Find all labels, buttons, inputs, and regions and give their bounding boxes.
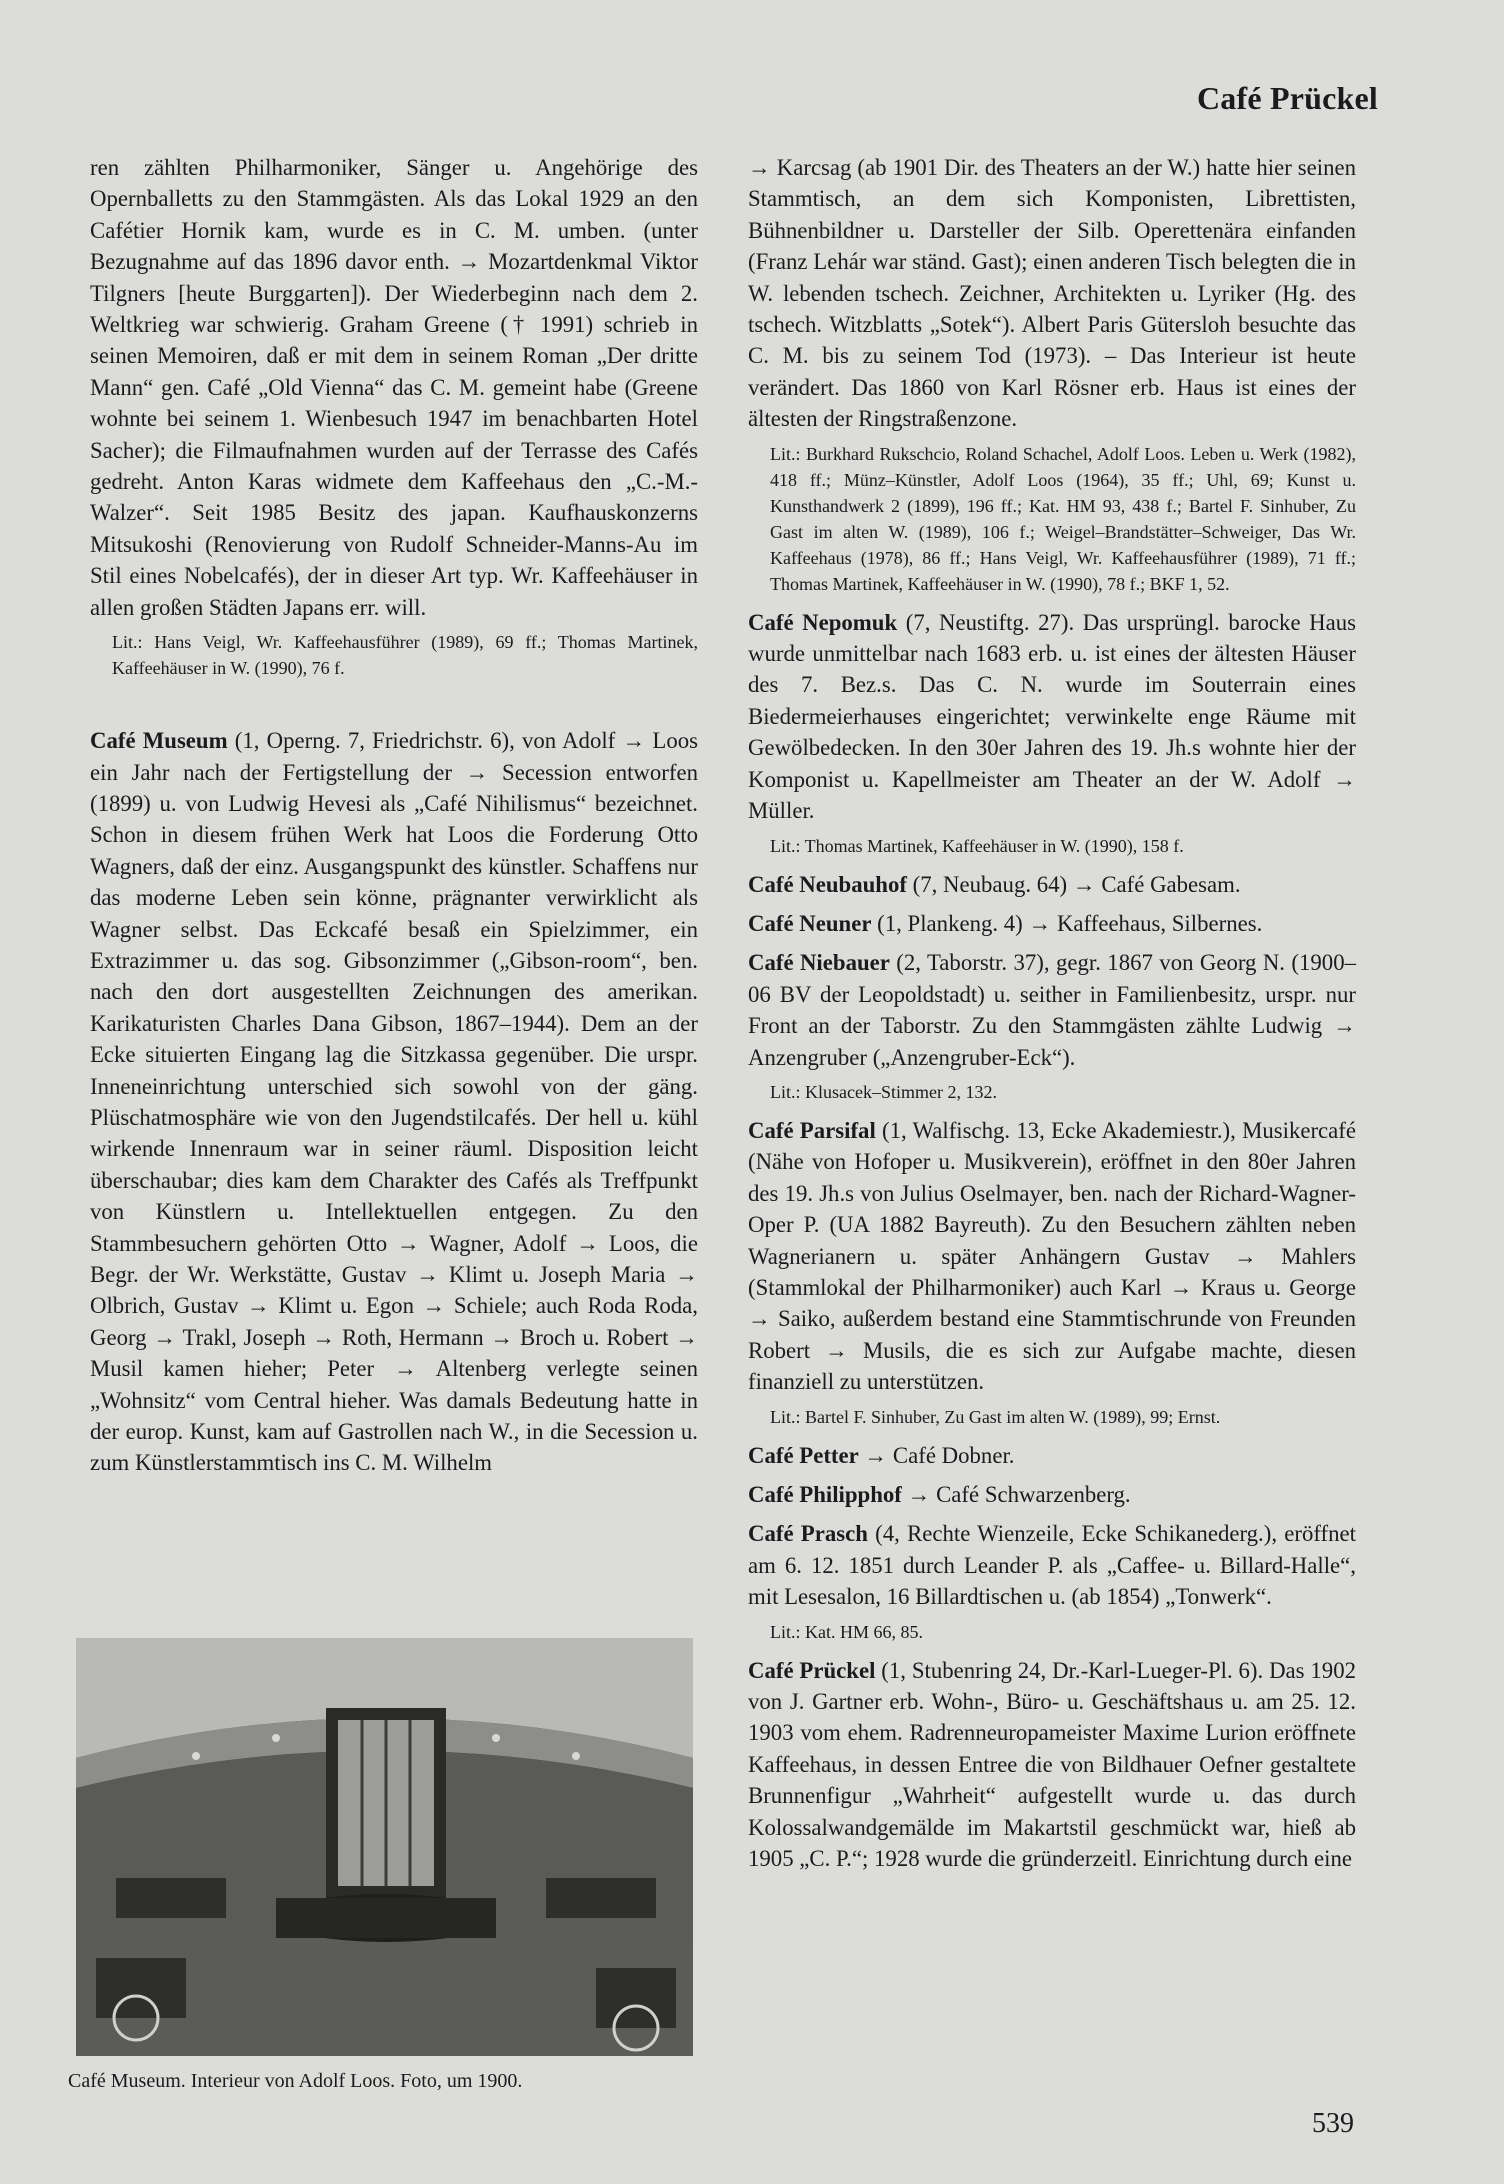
intro-paragraph: ren zählten Philharmoniker, Sänger u. Angehörige des Opernballetts zu den Stammgästen. Als das Lokal 1929 an den Cafétier Hornik kam, wurde es in C. M. umben. (unter Bezugnahme auf das 1896 davor enth. → Mozartdenkmal Viktor Tilgners [heute Burggarten]). Der Wiederbeginn nach dem 2. Weltkrieg war schwierig. Graham Greene († 1991) schrieb in seinen Memoiren, daß er mit dem in seinem Roman „Der dritte Mann“ gen. Café „Old Vienna“ das C. M. gemeint habe (Greene wohnte bei seinem 1. Wienbesuch 1947 im benachbarten Hotel Sacher); die Filmaufnahmen wurden auf der Terrasse des Cafés gedreht. Anton Karas widmete dem Kaffeehaus den „C.-M.-Walzer“. Seit 1985 Besitz des japan. Kaufhauskonzerns Mitsukoshi (Renovierung von Rudolf Schneider-Manns-Au im Stil eines Nobelcafés), der in dieser Art typ. Wr. Kaffeehäuser in allen großen Städten Japans err. will.: [90, 155, 698, 620]
entry-cafe-philipphof: [748, 1479, 1356, 1510]
literature-reference: Lit.: Bartel F. Sinhuber, Zu Gast im alten W. (1989), 99; Ernst.: [770, 1406, 1221, 1427]
literature-reference: Lit.: Klusacek–Stimmer 2, 132.: [770, 1081, 997, 1102]
entry-cafe-niebauer: [748, 947, 1356, 1073]
entry-heading: Café Niebauer: [748, 950, 890, 976]
interior-photo-illustration: [76, 1638, 693, 2056]
entry-text: → Café Dobner.: [858, 1442, 1015, 1468]
entry-text: (1, Plankeng. 4) → Kaffeehaus, Silbernes.: [871, 910, 1263, 936]
entry-cafe-neubauhof: [748, 869, 1356, 900]
running-header: Café Prückel: [1196, 80, 1378, 116]
entry-heading: Café Philipphof: [748, 1482, 902, 1507]
page-number: 539: [1312, 2108, 1354, 2139]
entry-heading: Café Neuner: [748, 910, 872, 936]
entry-text: (7, Neustiftg. 27). Das ursprüngl. barocke Haus wurde unmittelbar nach 1683 erb. u. ist eines der ältesten Häuser des 7. Bez.s. Das C. N. wurde im Souterrain eines Biedermeierhauses eingerichtet; verwinkelte enge Räume mit Gewölbedecken. In den 30er Jahren des 19. Jh.s wohnte hier der Komponist u. Kapellmeister am Theater an der W. Adolf → Müller.: [748, 609, 1356, 824]
entry-text: (2, Taborstr. 37), gegr. 1867 von Georg N. (1900–06 BV der Leopoldstadt) u. seither in Familienbesitz, urspr. nur Front an der Taborstr. Zu den Stammgästen zählte Ludwig → Anzengruber („Anzengruber-Eck“).: [748, 950, 1356, 1070]
entry-text: (1, Stubenring 24, Dr.-Karl-Lueger-Pl. 6). Das 1902 von J. Gartner erb. Wohn-, Büro- u. Geschäftshaus u. am 25. 12. 1903 vom ehem. Radrenneuropameister Maxime Lurion eröffnete Kaffeehaus, in dessen Entree die von Bildhauer Oefner gestaltete Brunnenfigur „Wahrheit“ aufgestellt wurde u. das durch Kolossalwandgemälde im Makartstil geschmückt war, hieß ab 1905 „C. P.“; 1928 wurde die gründerzeitl. Einrichtung durch eine: [748, 1657, 1356, 1872]
entry-heading: Café Prückel: [748, 1657, 876, 1683]
entry-cafe-parsifal: [748, 1115, 1356, 1398]
literature-reference: Lit.: Burkhard Rukschcio, Roland Schachel, Adolf Loos. Leben u. Werk (1982), 418 ff.; Münz–Künstler, Adolf Loos (1964), 35 ff.; Uhl, 69; Kunst u. Kunsthandwerk 2 (1899), 196 ff.; Kat. HM 93, 438 f.; Bartel F. Sinhuber, Zu Gast im alten W. (1989), 106 f.; Weigel–Brandstätter–Schweiger, Das Wr. Kaffeehaus (1978), 86 ff.; Hans Veigl, Wr. Kaffeehausführer (1989), 71 ff.; Thomas Martinek, Kaffeehäuser in W. (1990), 78 f.; BKF 1, 52.: [770, 443, 1356, 594]
entry-cafe-museum: [90, 725, 698, 1479]
entry-text: (1, Walfischg. 13, Ecke Akademiestr.), Musikercafé (Nähe von Hofoper u. Musikverein), eröffnet in den 80er Jahren des 19. Jh.s von Julius Oselmayer, ben. nach der Richard-Wagner-Oper P. (UA 1882 Bayreuth). Zu den Besuchern zählten neben Wagnerianern u. später Anhängern Gustav → Mahlers (Stammlokal der Philharmoniker) auch Karl → Kraus u. George → Saiko, außerdem bestand eine Stammtischrunde von Freunden Robert → Musils, die es sich zur Aufgabe machte, diesen finanziell zu unterstützen.: [748, 1117, 1357, 1395]
entry-heading: Café Nepomuk: [748, 609, 898, 635]
entry-heading: Café Neubauhof: [748, 871, 907, 897]
entry-heading: Café Parsifal: [748, 1117, 876, 1143]
entry-heading: Café Museum: [90, 728, 228, 754]
right-column: [748, 152, 1356, 1874]
entry-cafe-neuner: [748, 908, 1356, 939]
entry-cafe-prueckel: [748, 1655, 1356, 1875]
continuation-paragraph: → Karcsag (ab 1901 Dir. des Theaters an der W.) hatte hier seinen Stammtisch, an dem sich Komponisten, Librettisten, Bühnenbildner u. Darsteller der Silb. Operettenära einfanden (Franz Lehár war ständ. Gast); einen anderen Tisch belegten die in W. lebenden tschech. Zeichner, Architekten u. Lyriker (Hg. des tschech. Witzblatts „Sotek“). Albert Paris Gütersloh besuchte das C. M. bis zu seinem Tod (1973). – Das Interieur ist heute verändert. Das 1860 von Karl Rösner erb. Haus ist eines der ältesten der Ringstraßenzone.: [748, 155, 1356, 432]
entry-text: (7, Neubaug. 64) → Café Gabesam.: [906, 871, 1241, 897]
entry-cafe-prasch: [748, 1518, 1356, 1612]
entry-cafe-nepomuk: [748, 607, 1356, 827]
entry-heading: Café Petter: [748, 1442, 859, 1468]
photo-cafe-museum-interior: [76, 1638, 693, 2056]
entry-text: (4, Rechte Wienzeile, Ecke Schikanederg.), eröffnet am 6. 12. 1851 durch Leander P. als „Caffee- u. Billard-Halle“, mit Lesesalon, 16 Billardtischen u. (ab 1854) „Tonwerk“.: [748, 1521, 1356, 1610]
photo-caption: Café Museum. Interieur von Adolf Loos. Foto, um 1900.: [68, 2070, 523, 2092]
left-column: [90, 152, 698, 1479]
entry-heading: Café Prasch: [748, 1521, 868, 1547]
literature-reference: Lit.: Hans Veigl, Wr. Kaffeehausführer (1989), 69 ff.; Thomas Martinek, Kaffeehäuser in W. (1990), 76 f.: [112, 632, 698, 679]
literature-reference: Lit.: Kat. HM 66, 85.: [770, 1621, 923, 1642]
entry-text: → Café Schwarzenberg.: [901, 1482, 1131, 1507]
entry-cafe-petter: [748, 1440, 1356, 1471]
entry-text: (1, Operng. 7, Friedrichstr. 6), von Adolf → Loos ein Jahr nach der Fertigstellung der → Secession entworfen (1899) u. von Ludwig Hevesi als „Café Nihilismus“ bezeichnet. Schon in diesem frühen Werk hat Loos die Forderung Otto Wagners, daß der einz. Ausgangspunkt des künstler. Schaffens nur das moderne Leben sein könne, prägnanter verwirklicht als Wagner selbst. Das Eckcafé besaß ein Spielzimmer, ein Extrazimmer u. das sog. Gibsonzimmer („Gibson-room“, ben. nach den dort ausgestellten Zeichnungen des amerikan. Karikaturisten Charles Dana Gibson, 1867–1944). Dem an der Ecke situierten Eingang lag die Sitzkassa gegenüber. Die urspr. Inneneinrichtung unterschied sich sowohl von der gäng. Plüschatmosphäre wie von den Jugendstilcafés. Der hell u. kühl wirkende Innenraum war in seiner räuml. Disposition leicht überschaubar; dies kam dem Charakter des Cafés als Treffpunkt von Künstlern u. Intellektuellen entgegen. Zu den Stammbesuchern gehörten Otto → Wagner, Adolf → Loos, die Begr. der Wr. Werkstätte, Gustav → Klimt u. Joseph Maria → Olbrich, Gustav → Klimt u. Egon → Schiele; auch Roda Roda, Georg → Trakl, Joseph → Roth, Hermann → Broch u. Robert → Musil kamen hieher; Peter → Altenberg verlegte seinen „Wohnsitz“ vom Central hieher. Was damals Bedeutung hatte in der europ. Kunst, kam auf Gastrollen nach W., in die Secession u. zum Künstlerstammtisch ins C. M. Wilhelm: [90, 728, 699, 1476]
literature-reference: Lit.: Thomas Martinek, Kaffeehäuser in W. (1990), 158 f.: [770, 835, 1184, 856]
